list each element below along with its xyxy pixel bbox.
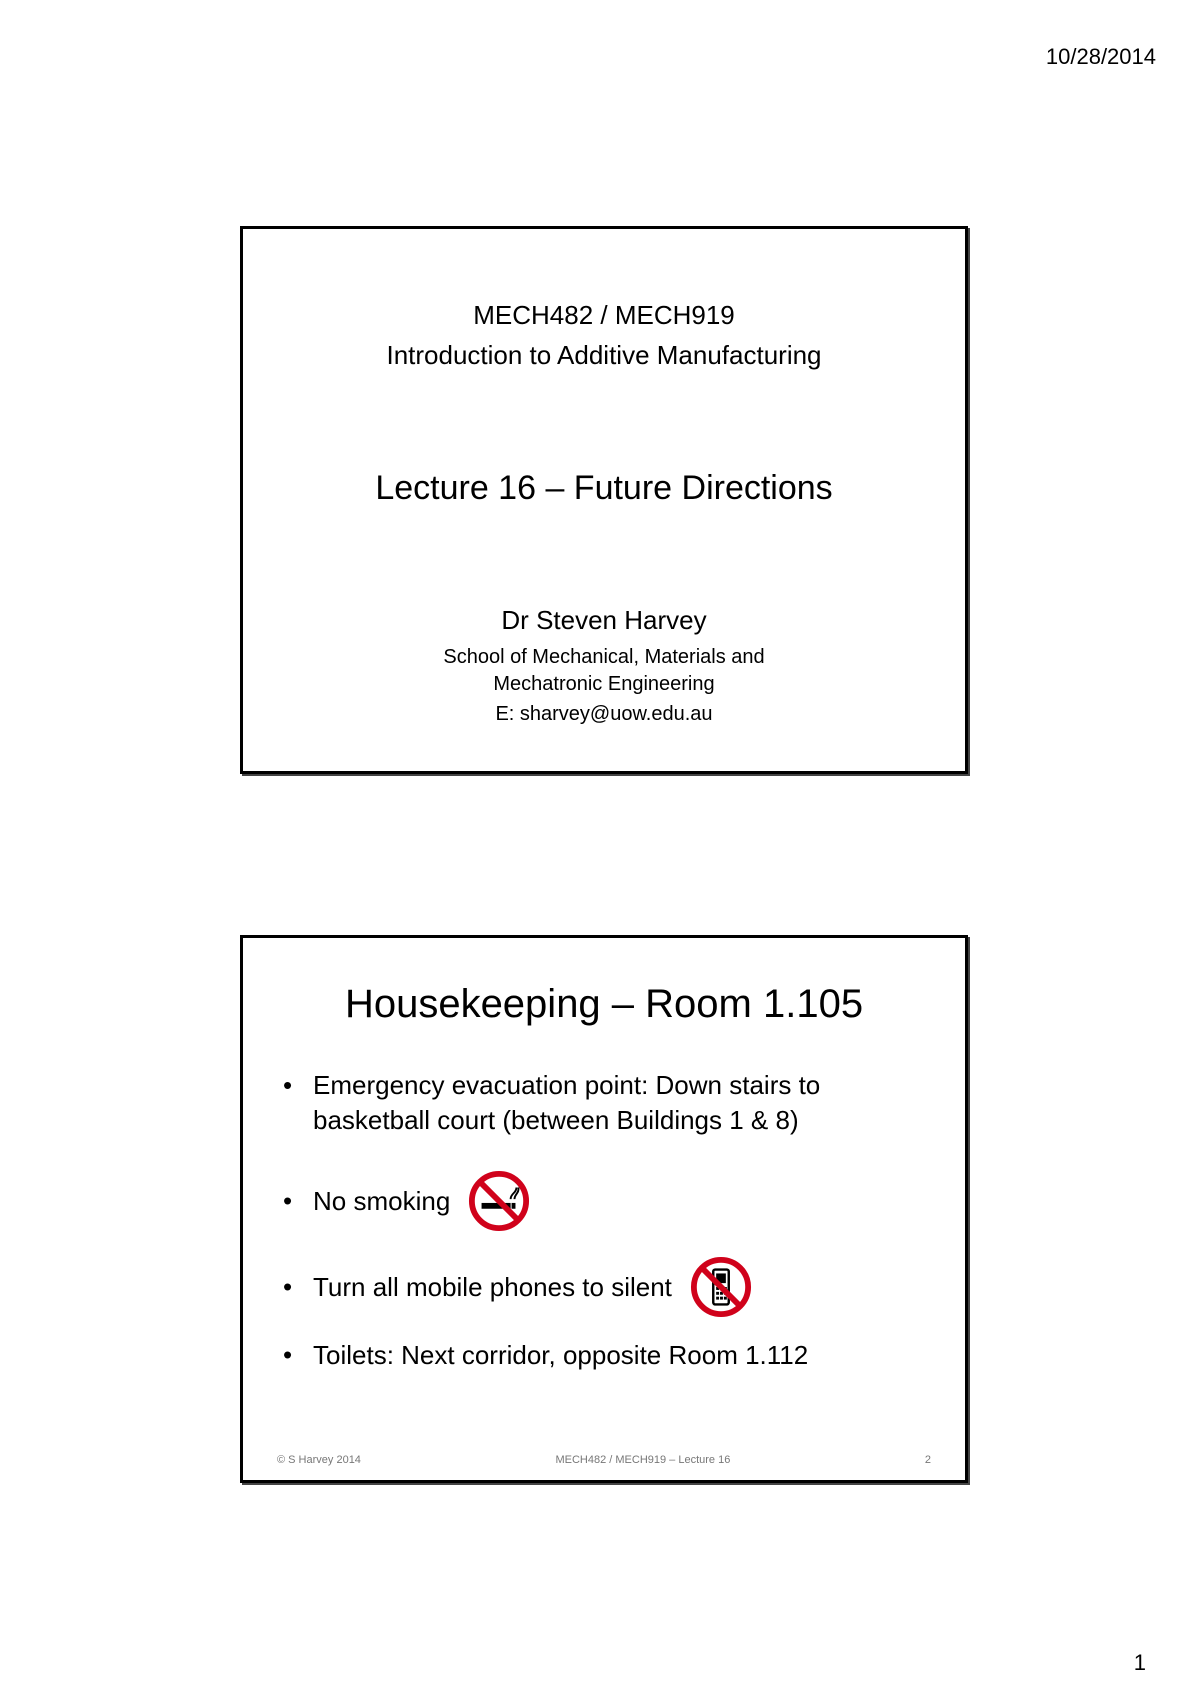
school-line-1: School of Mechanical, Materials and [443, 646, 765, 668]
lecture-title: Lecture 16 – Future Directions [375, 469, 833, 507]
school-name [243, 644, 965, 698]
bullet-list [283, 1068, 935, 1380]
author-email: E: sharvey@uow.edu.au [495, 703, 713, 725]
page-number: 1 [1133, 1650, 1146, 1675]
slide-2-housekeeping [240, 935, 968, 1483]
slide-1-title [240, 226, 968, 774]
course-title: Introduction to Additive Manufacturing [386, 340, 822, 370]
school-line-2: Mechatronic Engineering [493, 673, 715, 695]
bullet-text: Emergency evacuation point: Down stairs to basketball court (between Buildings 1 & 8) [313, 1070, 821, 1135]
course-heading [243, 295, 965, 375]
footer-slide-number: 2 [924, 1454, 931, 1466]
course-code: MECH482 / MECH919 [473, 300, 735, 330]
no-mobile-phone-icon [690, 1256, 752, 1318]
author-name: Dr Steven Harvey [501, 605, 707, 635]
bullet-item-no-smoking [283, 1158, 935, 1244]
footer-course: MECH482 / MECH919 – Lecture 16 [555, 1454, 731, 1466]
slide-title: Housekeeping – Room 1.105 [344, 982, 864, 1026]
bullet-text: • No smoking [313, 1185, 451, 1216]
no-smoking-icon [468, 1170, 530, 1232]
page-date: 10/28/2014 [1045, 44, 1156, 69]
footer-copyright: © S Harvey 2014 [277, 1454, 361, 1466]
bullet-text: • Turn all mobile phones to silent [313, 1271, 672, 1302]
bullet-item-evacuation [283, 1068, 935, 1158]
bullet-item-toilets [283, 1330, 935, 1380]
bullet-item-mobile-phones [283, 1244, 935, 1330]
slide-footer [277, 1454, 931, 1466]
bullet-text: • Toilets: Next corridor, opposite Room 1.112 [313, 1339, 809, 1370]
